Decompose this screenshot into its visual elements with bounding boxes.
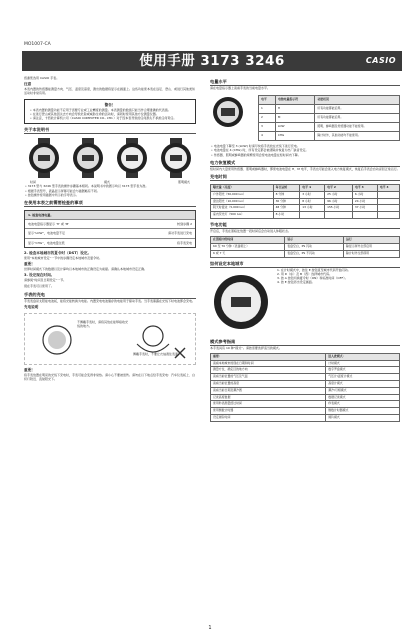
warning-item: • 请注意，卡西欧计算机公司（CASIO COMPUTER CO., LTD.）对于因本表导致的任何损失不承担任何责任。 [30, 116, 177, 121]
note-heading: 注意 [24, 82, 32, 87]
flow-row: 显示“LOW”，电池电量不足 请对手表进行充电 [25, 229, 195, 238]
flowchart [24, 210, 196, 248]
indicator-note: • 电池电量下降至 3 (LOW) 时请尽快将手表放在光线下进行充电。 [211, 144, 300, 149]
table-row: 查看当前位置的高度 高度计模式 [211, 380, 400, 387]
right-column [210, 76, 400, 425]
table-row: 阴天时窗边（5,000 lux） 48 分钟 13 小时 155 小时 37 小时 [211, 205, 400, 212]
watch-illustration [158, 138, 194, 178]
watch-illustration [26, 138, 62, 178]
about-item: • 根据手表型号，液晶显示屏幕可能会与插图略有不同。 [25, 188, 100, 193]
table-row: 3 LOW 照明、蜂鸣器及传感器功能不能使用。 [259, 123, 400, 132]
step3-body: 请参阅“时间及日期设定”一节。 [24, 278, 67, 283]
casio-logo: CASIO [365, 56, 396, 65]
important-heading: 重要！ [24, 262, 35, 267]
charging-ng-caption: 佩戴手表时，不要让衣袖遮住表面。 [133, 351, 182, 356]
warning-box [24, 99, 196, 125]
watch-illustration [114, 138, 150, 178]
note-body: 本表内置的传感器能测量方向、气压、温度及高度，测出的数据将显示在画面上。这些功能使本表在远足、登山、或进行其他类似活动时非常有用。 [24, 87, 196, 96]
intro-text: 感谢您选用 CASIO 手表。 [24, 76, 60, 80]
flow-row: 显示“CHG”，电池电量过低 将手表充电 [28, 240, 192, 245]
important-body: 将手表放置在明亮的光线下充电时，手表可能会变得非常热。请小心不要被烫伤。请勿在以下地点给手表充电：汽车仪表板上、白炽灯附近、直射阳光下。 [24, 372, 196, 382]
step2-heading: 2. 检查本地城市的夏令时（DST）设定。 [24, 250, 92, 255]
left-column [24, 76, 196, 383]
watch-label: 模式 [103, 180, 110, 185]
charge-time-table: 曝光量（亮度） 每日运转 电平 1 电平 2 电平 3 电平 4 户外阳光（50,000 lux） 8 分钟 3 小时 25 小时 6 小时 窗边阳光（10,000 lux） 30 分钟 8 小时 96 小时 24 小时 阴天时窗边（5,000 lux） 48 分钟 13 小时 155 小时 37 小时 室内荧光灯（500 lux） 8 小时 [210, 184, 400, 219]
recovery-body: 短时间内大量使用传感器、照明或蜂鸣器时，即使电池电量在 H、M 电平，手表也可能会进入电力恢复模式，恢复后手表会自动返回正常运行。 [210, 166, 400, 171]
table-row: 查看当前日期及潮汐图 潮汐/月相模式 [211, 387, 400, 394]
power-saving-table: 在黑暗中的时间 显示 运行 60 至 70 分钟（表盘朝上） 表盘空白，PS 闪动 除显示屏外全部启用 6 或 7 天 表盘空白，PS 不闪动 除计时外全部停用 [210, 236, 400, 257]
important-body: 世界时间模式下的数据以及计算均以本地城市的正确设定为前提。请确认本地城市设定正确。 [24, 267, 148, 272]
document-code: MO1007-CA [24, 42, 51, 47]
table-row: 查看本地城市的现在日期和时间 计时模式 [211, 360, 400, 367]
page-number: 1 [208, 625, 212, 631]
page-title: 使用手册 3173 3246 [139, 53, 285, 69]
ready-text: 现在手表可以使用了。 [24, 284, 55, 289]
warning-item: • 在进行登山或其他因失去方向会导致危险或威胁生命的活动时，请同时使用其他方位测量仪器。 [30, 111, 159, 116]
home-city-step: 3. 按 A 按钮切换夏令时（ON）和标准时间（OFF）。 [277, 276, 348, 280]
section-mode-guide: 模式参考指南 [210, 339, 400, 346]
home-city-dial-illustration [210, 271, 272, 333]
table-row: 设定闹铃时间 闹铃模式 [211, 414, 400, 421]
section-recovery: 电力恢复模式 [210, 160, 400, 167]
step3-heading: 3. 设定现在时间。 [24, 273, 55, 278]
table-row: 记录高度数据 数据记录模式 [211, 394, 400, 401]
mode-reference-table: 需要： 进入此模式： 查看本地城市的现在日期和时间 计时模式 测量方位，确定目的地方向 数字罗盘模式 查看当前位置的气压及气温 气压计/温度计模式 查看当前位置的高度 高度计模式 查看当前日期及潮汐图 潮汐/月相模式 记录高度数据 数据记录模式 使用秒表测量经过时间 秒表模式 使用倒数计时器 倒数计时器模式 设定闹铃时间 闹铃模式 [210, 353, 400, 422]
table-row: 测量方位，确定目的地方向 数字罗盘模式 [211, 367, 400, 374]
title-bar [22, 51, 402, 71]
watch-illustrations [26, 138, 194, 178]
section-indicator: 电量水平 [210, 79, 400, 86]
table-row: 4 CHG 除计时外，其他功能均不能使用。 [259, 132, 400, 141]
section-about: 关于本说明书 [24, 127, 196, 134]
charging-ok-caption: 不佩戴手表时，请将其放在能够接收光线的地方。 [77, 319, 129, 329]
important-heading: 重要！ [24, 367, 35, 372]
indicator-note: • 电池电量在 4 (CHG) 时，所有设定都会被清除并恢复为出厂缺省设定。 [211, 148, 309, 153]
home-city-step: 1. 在计时模式中，按住 E 按钮直至城市代码开始闪动。 [277, 267, 351, 272]
section-charge-time: 充电时间 [210, 174, 400, 181]
about-item: • 按钮操作使用插图中所示的字母表示。 [25, 192, 79, 197]
charging-subheading: 充电说明 [24, 304, 39, 309]
section-charging: 手表的充电 [24, 292, 196, 299]
watch-illustration [70, 138, 106, 178]
battery-level-table: 电平 电池电量指示符 功能状况 1 H 所有功能都能启用。 2 M 所有功能都能启用。 3 LOW 照明、蜂鸣器及传感器功能不能使用。 4 CHG 除计时外，其他功能均不能使用。 [258, 95, 400, 141]
section-power-saving: 节电功能 [210, 222, 400, 229]
indicator-note: • 传感器、照明或蜂鸣器的频繁使用会使电池电量在短时间内下降。 [211, 152, 301, 157]
flow-step-header: 1. 检查电池电量。 [25, 211, 195, 220]
watch-label: 时间 [30, 180, 37, 185]
table-row: 户外阳光（50,000 lux） 8 分钟 3 小时 25 小时 6 小时 [211, 191, 400, 198]
warning-heading: 警告！ [104, 102, 116, 107]
section-setting: 在使用本表之前需要检查的事项 [24, 200, 196, 207]
table-row: 使用倒数计时器 倒数计时器模式 [211, 408, 400, 415]
table-row: 6 或 7 天 表盘空白，PS 不闪动 除计时外全部停用 [211, 250, 400, 257]
home-city-step: 2. 用 D（东）及 B（西）选择城市代码。 [277, 271, 333, 276]
power-saving-body: 开启后，手表在黑暗处放置一段时间后会自动进入休眠状态。 [210, 229, 292, 233]
indicator-body: 请在电量指示器上查看手表的当前电量水平。 [210, 86, 271, 90]
table-row: 60 至 70 分钟（表盘朝上） 表盘空白，PS 闪动 除显示屏外全部启用 [211, 244, 400, 251]
charging-body: 手表表盘是太阳能电池板，能将光能转换为电能。内置充电电池储存的电能用于驱动手表。当手表暴露在光线下时电池即会充电。 [24, 298, 196, 303]
watch-label: 照明模式 [177, 180, 190, 185]
warning-item: • 本表内置的测量功能不应用于需要专业或工业精度的测量。本表测量的数值只能当作合理准确的代表值。 [30, 107, 171, 112]
table-row: 使用秒表测量经过时间 秒表模式 [211, 401, 400, 408]
mode-guide-body: 本手表具有 10 种“模式”。请按需要选择适当的模式。 [210, 345, 282, 350]
table-row: 窗边阳光（10,000 lux） 30 分钟 8 小时 96 小时 24 小时 [211, 198, 400, 205]
about-item: • 3173 型与 3246 型手表的操作步骤基本相同。本说明书中的图示均以 3173 型手表为准。 [25, 184, 149, 189]
charging-illustration [24, 313, 196, 365]
flow-row: 电池电量指示器显示 'H' 或 'M' 转到步骤 2 [25, 220, 195, 229]
table-row: 室内荧光灯（500 lux） 8 小时 [211, 212, 400, 219]
home-city-step: 4. 按 E 按钮退出设定画面。 [277, 280, 315, 285]
step2-body: 使用“本地城市设定”一节中的步骤设定本地城市及夏令时。 [24, 255, 103, 260]
table-row: 2 M 所有功能都能启用。 [259, 114, 400, 123]
table-row: 1 H 所有功能都能启用。 [259, 105, 400, 114]
table-row: 查看当前位置的气压及气温 气压计/温度计模式 [211, 374, 400, 381]
section-home-city: 如何设定本地城市 [210, 261, 400, 268]
battery-watch-illustration [210, 92, 254, 144]
